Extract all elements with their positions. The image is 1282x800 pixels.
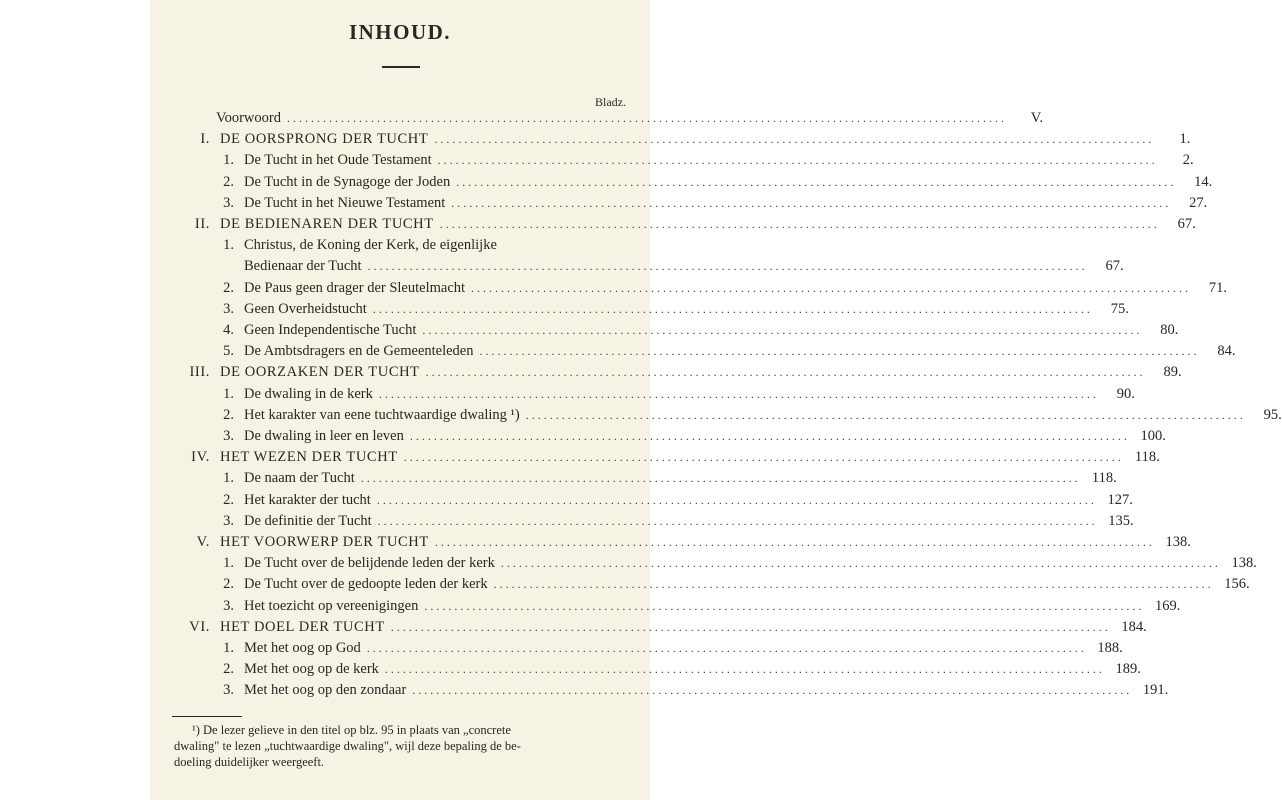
toc-section (214, 150, 1194, 171)
dot-leader: ........................................................................................................................ (434, 132, 1155, 147)
footnote-line: ¹) De lezer gelieve in den titel op blz. 95 in plaats van „concrete (192, 723, 511, 737)
toc-chapter-label (180, 617, 385, 638)
entry-title: Geen Independentische Tucht (244, 322, 417, 338)
toc-chapter (180, 532, 1191, 553)
dot-leader: ........................................................................................................................ (409, 429, 1130, 443)
entry-title: Geen Overheidstucht (244, 300, 367, 317)
page-number: 95. (1263, 406, 1282, 423)
toc-section (214, 680, 1169, 701)
toc-section-label (214, 172, 450, 193)
entry-title: HET WEZEN DER TUCHT (220, 449, 398, 466)
toc-section-continuation (244, 256, 1124, 277)
title-rule (382, 66, 420, 68)
toc-section-label (214, 426, 404, 447)
dot-leader: ........................................................................................................................ (372, 301, 1093, 316)
entry-title: Met het oog op den zondaar (244, 682, 407, 699)
footnote-line: doeling duidelijker weergeeft. (174, 755, 325, 769)
entry-title: De Tucht in de Synagoge der Joden (244, 173, 451, 190)
entry-number: VI. (189, 618, 210, 635)
entry-number: 1. (223, 152, 234, 169)
dot-leader: ........................................................................................................................ (437, 153, 1158, 168)
dot-leader: ........................................................................................................................ (390, 619, 1111, 634)
dot-leader: ........................................................................................................................ (479, 344, 1200, 359)
toc-section-label (214, 490, 371, 511)
entry-number: I. (200, 131, 210, 148)
toc-section-label (214, 341, 474, 362)
toc-section (214, 511, 1134, 532)
entry-title: HET DOEL DER TUCHT (220, 618, 385, 635)
entry-title: De naam der Tucht (244, 470, 355, 487)
entry-title: De dwaling in leer en leven (244, 428, 404, 444)
dot-leader: ........................................................................................................................ (500, 556, 1221, 571)
entry-number: III. (189, 364, 210, 381)
toc-chapter (180, 617, 1147, 638)
toc-section (214, 384, 1135, 405)
dot-leader: ........................................................................................................................ (471, 280, 1192, 295)
toc-chapter-label (180, 362, 420, 383)
toc-voorwoord-label (216, 108, 281, 129)
toc-section-label (214, 638, 361, 659)
toc-section (214, 596, 1181, 617)
dot-leader: ........................................................................................................................ (425, 365, 1146, 380)
toc-section-label (214, 553, 495, 574)
page-number: 127. (1107, 491, 1133, 508)
entry-title: Bedienaar der Tucht (244, 258, 362, 275)
entry-number: 3. (223, 512, 234, 529)
entry-number: 2. (223, 661, 234, 678)
page-number: 67. (1105, 258, 1124, 275)
toc-section-label (214, 574, 488, 595)
page-number: 80. (1160, 322, 1179, 338)
page-number: 191. (1142, 682, 1169, 699)
entry-number: 5. (223, 343, 234, 360)
dot-leader: ........................................................................................................................ (384, 662, 1105, 677)
page-number: 27. (1189, 194, 1208, 211)
entry-title: De Tucht in het Nieuwe Testament (244, 194, 446, 211)
toc-section-label (214, 659, 379, 680)
toc-section (214, 235, 497, 256)
toc-section-label (214, 193, 445, 214)
page-number: 138. (1165, 534, 1191, 550)
page-number: 118. (1134, 449, 1160, 466)
entry-title: Christus, de Koning der Kerk, de eigenlijke (244, 237, 497, 254)
toc-chapter (180, 362, 1182, 383)
dot-leader: ........................................................................................................................ (451, 195, 1172, 210)
entry-title: Het karakter der tucht (244, 491, 371, 508)
page-number: 14. (1194, 173, 1213, 190)
entry-number: 2. (223, 173, 234, 190)
toc-section-label (214, 299, 367, 320)
entry-title: Het toezicht op vereenigingen (244, 597, 419, 614)
entry-number: 2. (223, 279, 234, 296)
entry-number: 3. (223, 428, 234, 444)
entry-number: 1. (223, 640, 234, 656)
page-number: 2. (1182, 152, 1194, 169)
footnote (174, 722, 634, 770)
entry-number: II. (194, 216, 210, 232)
toc-section-label (214, 596, 418, 617)
toc-chapter-label (180, 129, 428, 150)
toc-section-label (214, 278, 465, 299)
page-number: 118. (1091, 470, 1117, 487)
entry-number: 3. (223, 597, 234, 614)
toc-section (214, 341, 1236, 362)
entry-title: Met het oog op de kerk (244, 661, 379, 678)
page-number: 169. (1154, 597, 1181, 614)
dot-leader: ........................................................................................................................ (403, 450, 1124, 465)
page-number: 89. (1163, 364, 1182, 381)
page-number: 188. (1097, 640, 1123, 656)
entry-title: De Paus geen drager der Sleutelmacht (244, 279, 466, 296)
entry-title: Het karakter van eene tuchtwaardige dwaling ¹) (244, 406, 520, 423)
toc-section-label (214, 320, 416, 341)
toc-chapter (180, 447, 1160, 468)
toc-section (214, 426, 1166, 447)
toc-section-label (214, 468, 355, 489)
dot-leader: ........................................................................................................................ (456, 174, 1177, 189)
dot-leader: ........................................................................................................................ (434, 535, 1155, 549)
toc-chapter (180, 129, 1191, 150)
toc-section (214, 553, 1257, 574)
toc-voorwoord (216, 108, 1043, 129)
footnote-line: dwaling" te lezen „tuchtwaardige dwaling", wijl deze bepaling de be- (174, 739, 521, 753)
toc-section (214, 659, 1141, 680)
dot-leader: ........................................................................................................................ (493, 577, 1214, 592)
page-number: 189. (1115, 661, 1141, 678)
page-number: 1. (1179, 131, 1191, 148)
dot-leader: ........................................................................................................................ (412, 683, 1133, 698)
entry-title: Voorwoord (216, 110, 281, 126)
dot-leader: ........................................................................................................................ (376, 492, 1097, 507)
entry-number: 4. (223, 322, 234, 338)
toc-section (214, 468, 1117, 489)
page-number: 90. (1116, 385, 1135, 402)
dot-leader: ........................................................................................................................ (377, 513, 1098, 528)
toc-section-label (214, 150, 432, 171)
page-number: 100. (1140, 428, 1166, 444)
dot-leader: ........................................................................................................................ (367, 259, 1088, 274)
entry-number: 3. (223, 300, 234, 317)
page-number: V. (1030, 110, 1043, 126)
entry-number: 2. (223, 491, 234, 508)
entry-number: 1. (223, 470, 234, 487)
entry-title: De Tucht in het Oude Testament (244, 152, 432, 169)
dot-leader: ........................................................................................................................ (439, 217, 1160, 231)
entry-number: IV. (191, 449, 210, 466)
toc-section-label (214, 680, 406, 701)
toc-section (214, 172, 1213, 193)
toc-section (214, 299, 1129, 320)
dot-leader: ........................................................................................................................ (525, 407, 1246, 422)
entry-title: DE BEDIENAREN DER TUCHT (220, 216, 434, 232)
toc-section-label (214, 405, 520, 426)
entry-title: De definitie der Tucht (244, 512, 372, 529)
entry-title: De Tucht over de belijdende leden der kerk (244, 555, 495, 572)
page-title: INHOUD. (348, 20, 452, 44)
page-number: 138. (1231, 555, 1257, 572)
toc-section (214, 278, 1228, 299)
book-page (150, 0, 1282, 800)
entry-number: 3. (223, 194, 234, 211)
dot-leader: ........................................................................................................................ (360, 471, 1081, 486)
dot-leader: ........................................................................................................................ (378, 386, 1099, 401)
entry-title: De Tucht over de gedoopte leden der kerk (244, 576, 488, 593)
page-number: 67. (1177, 216, 1196, 232)
entry-number: 2. (223, 406, 234, 423)
toc-chapter-label (180, 214, 434, 235)
entry-number: 1. (223, 385, 234, 402)
page-number: 135. (1108, 512, 1134, 529)
page-number: 71. (1208, 279, 1228, 296)
toc-section (214, 574, 1250, 595)
toc-section (214, 193, 1208, 214)
entry-number: 2. (223, 576, 234, 593)
dot-leader: ........................................................................................................................ (366, 641, 1087, 655)
footnote-rule (172, 716, 242, 717)
page-number: 75. (1110, 300, 1129, 317)
toc-section (214, 490, 1133, 511)
toc-chapter-label (180, 447, 398, 468)
entry-title: HET VOORWERP DER TUCHT (220, 534, 429, 550)
toc-section-continuation-label (244, 256, 362, 277)
entry-number: V. (196, 534, 210, 550)
entry-title: DE OORSPRONG DER TUCHT (220, 131, 429, 148)
toc-section-label (214, 511, 372, 532)
toc-section (214, 320, 1179, 341)
entry-title: DE OORZAKEN DER TUCHT (220, 364, 420, 381)
toc-chapter (180, 214, 1196, 235)
page-number: 84. (1217, 343, 1236, 360)
entry-number: 1. (223, 237, 234, 254)
entry-title: De Ambtsdragers en de Gemeenteleden (244, 343, 474, 360)
toc-chapter-label (180, 532, 429, 553)
dot-leader: ........................................................................................................................ (286, 111, 1007, 125)
dot-leader: ........................................................................................................................ (422, 323, 1143, 337)
page-number: 184. (1121, 618, 1147, 635)
page-number: 156. (1224, 576, 1250, 593)
toc-section (214, 405, 1282, 426)
entry-title: De dwaling in de kerk (244, 385, 373, 402)
entry-number: 1. (223, 555, 234, 572)
entry-number: 3. (223, 682, 234, 699)
entry-title: Met het oog op God (244, 640, 361, 656)
dot-leader: ........................................................................................................................ (424, 598, 1145, 613)
page-column-header: Bladz. (595, 95, 626, 109)
toc-section (214, 638, 1123, 659)
toc-section-label (214, 384, 373, 405)
